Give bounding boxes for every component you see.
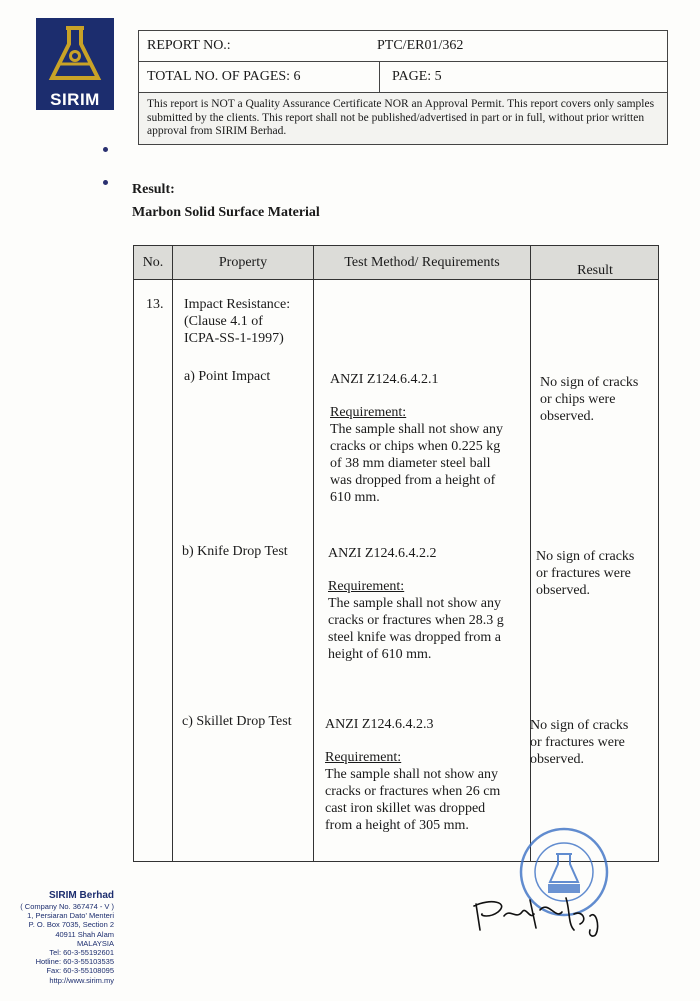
- footer-line: ( Company No. 367474 - V ): [20, 902, 114, 911]
- column-divider: [313, 246, 314, 861]
- report-header: [138, 30, 668, 145]
- page-number: PAGE: 5: [392, 69, 442, 84]
- report-no-row: [139, 31, 667, 62]
- results-table: [133, 245, 659, 862]
- margin-bullet: [103, 147, 108, 152]
- table-header-row: [134, 246, 658, 280]
- report-no-label: REPORT NO.:: [147, 38, 231, 53]
- column-divider: [172, 246, 173, 861]
- test-name-skillet-drop: c) Skillet Drop Test: [182, 714, 292, 729]
- disclaimer-notice: This report is NOT a Quality Assurance Certificate NOR an Approval Permit. This report covers only samples submitted by the clients. This report shall not be published/advertised in part or in full, without prior written approval from SIRIM Berhad.: [139, 93, 667, 144]
- flask-emblem-icon: [44, 24, 106, 86]
- logo-text: SIRIM: [50, 90, 100, 109]
- header-result: Result: [577, 262, 613, 278]
- footer-company-name: SIRIM Berhad: [48, 890, 114, 901]
- result-point-impact: No sign of cracks or chips were observed.: [540, 375, 639, 424]
- footer-line: Tel: 60-3-55192601: [49, 948, 114, 958]
- header-property: Property: [218, 254, 268, 270]
- footer-line: Hotline: 60-3-55103535: [35, 957, 114, 967]
- signature: [470, 890, 630, 945]
- test-name-knife-drop: b) Knife Drop Test: [182, 544, 288, 559]
- test-method-knife-drop: ANZI Z124.6.4.2.2 Requirement: The sample shall not show any cracks or fractures when 28.3 g steel knife was dropped from a height of 610 mm.: [328, 546, 504, 662]
- header-no: No.: [142, 254, 164, 270]
- header-test-method: Test Method/ Requirements: [344, 254, 500, 270]
- footer-link[interactable]: http://www.sirim.my: [49, 975, 114, 985]
- notice-row: [139, 93, 667, 144]
- footer-line: MALAYSIA: [77, 938, 114, 948]
- item-number: 13.: [146, 297, 164, 312]
- company-footer: [14, 890, 114, 985]
- test-method-skillet-drop: ANZI Z124.6.4.2.3 Requirement: The sample shall not show any cracks or fractures when 26 cm cast iron skillet was dropped from a height of 305 mm.: [325, 717, 501, 833]
- handwritten-signature-icon: [470, 890, 630, 940]
- sirim-logo: [36, 18, 114, 110]
- total-pages: TOTAL NO. OF PAGES: 6: [139, 62, 380, 92]
- margin-bullet: [103, 180, 108, 185]
- report-no-value: PTC/ER01/362: [377, 38, 464, 53]
- footer-line: 40911 Shah Alam: [55, 929, 114, 939]
- test-name-point-impact: a) Point Impact: [184, 369, 271, 384]
- footer-line: P. O. Box 7035, Section 2: [28, 920, 114, 930]
- result-heading: Result:: [132, 182, 175, 197]
- result-knife-drop: No sign of cracks or fractures were observed.: [536, 549, 635, 598]
- result-skillet-drop: No sign of cracks or fractures were observed.: [530, 718, 629, 767]
- test-method-point-impact: ANZI Z124.6.4.2.1 Requirement: The sample shall not show any cracks or chips when 0.225 kg of 38 mm diameter steel ball was dropped from a height of 610 mm.: [330, 372, 504, 505]
- column-divider: [530, 246, 531, 861]
- property-title: Impact Resistance: (Clause 4.1 of ICPA-SS-1-1997): [184, 297, 291, 346]
- pages-row: [139, 62, 667, 93]
- material-name: Marbon Solid Surface Material: [132, 205, 320, 220]
- footer-line: Fax: 60-3-55108095: [46, 966, 114, 976]
- footer-line: 1, Persiaran Dato' Menteri: [27, 911, 114, 921]
